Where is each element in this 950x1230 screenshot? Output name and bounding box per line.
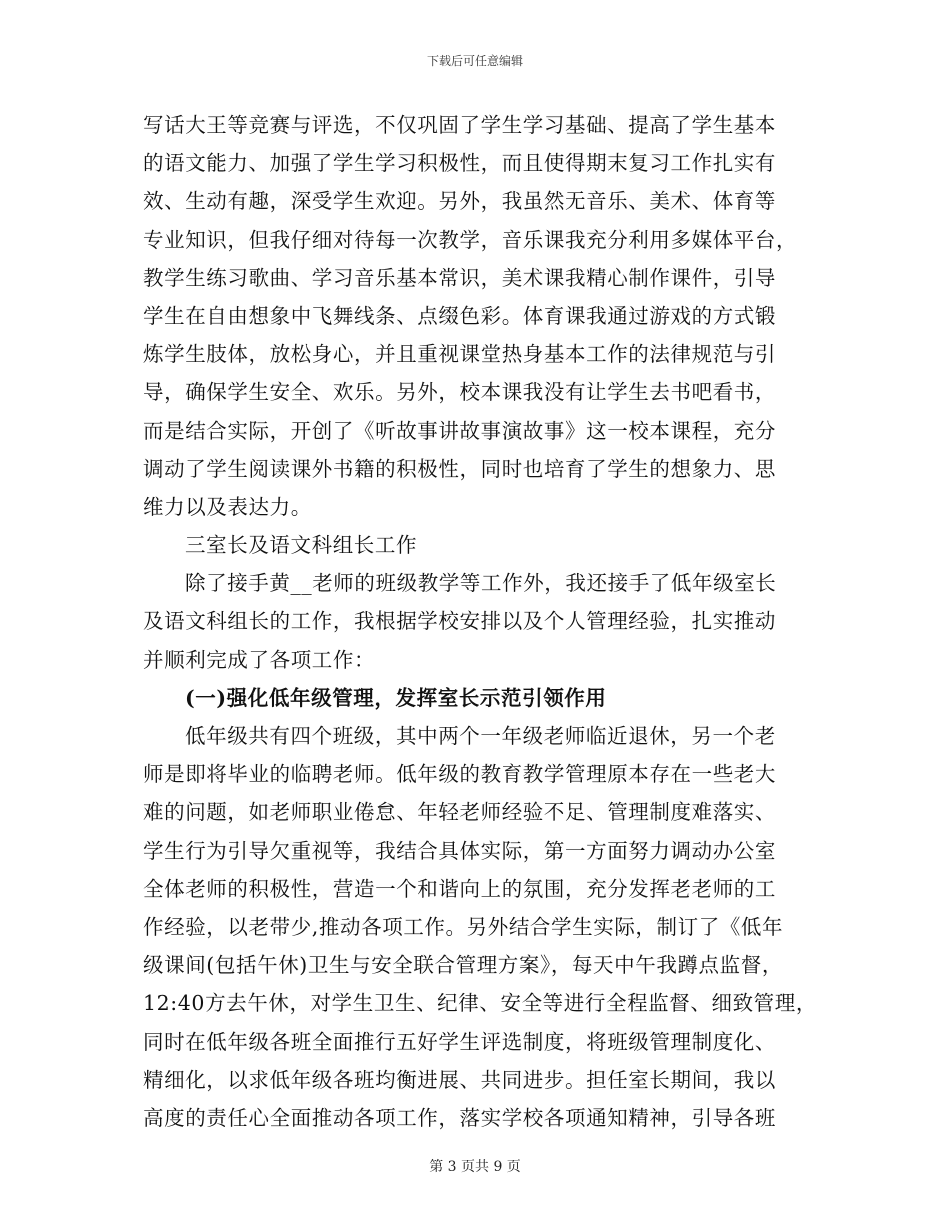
paragraph-line: 专业知识，但我仔细对待每一次教学，音乐课我充分利用多媒体平台， [143, 227, 798, 252]
paragraph-line: 效、生动有趣，深受学生欢迎。另外，我虽然无音乐、美术、体育等 [143, 189, 776, 214]
paragraph-line: 同时在低年级各班全面推行五好学生评选制度，将班级管理制度化、 [143, 1029, 776, 1054]
paragraph-line: 炼学生肢体，放松身心，并且重视课堂热身基本工作的法律规范与引 [143, 342, 776, 367]
paragraph-line: 难的问题，如老师职业倦怠、年轻老师经验不足、管理制度难落实、 [143, 800, 776, 825]
paragraph-line: 高度的责任心全面推动各项工作，落实学校各项通知精神，引导各班 [143, 1105, 776, 1130]
paragraph-line: 导，确保学生安全、欢乐。另外，校本课我没有让学生去书吧看书， [143, 380, 776, 405]
paragraph-line: 12:40方去午休，对学生卫生、纪律、安全等进行全程监督、细致管理， [143, 991, 817, 1016]
paragraph-line: 的语文能力、加强了学生学习积极性，而且使得期末复习工作扎实有 [143, 151, 776, 176]
paragraph-line: 写话大王等竞赛与评选，不仅巩固了学生学习基础、提高了学生基本 [143, 113, 776, 137]
paragraph-line: 而是结合实际，开创了《听故事讲故事演故事》这一校本课程，充分 [143, 418, 776, 443]
paragraph-line: 全体老师的积极性，营造一个和谐向上的氛围，充分发挥老老师的工 [143, 876, 776, 901]
section-heading: 三室长及语文科组长工作 [185, 533, 418, 558]
paragraph-line: 精细化，以求低年级各班均衡进展、共同进步。担任室长期间，我以 [143, 1067, 776, 1092]
page-footer: 第 3 页共 9 页 [429, 1159, 521, 1175]
subsection-heading: (一)强化低年级管理，发挥室长示范引领作用 [185, 685, 607, 710]
document-body [143, 106, 833, 1137]
paragraph-line: 级课间(包括午休)卫生与安全联合管理方案》，每天中午我蹲点监督， [143, 953, 783, 978]
paragraph-line: 学生在自由想象中飞舞线条、点缀色彩。体育课我通过游戏的方式锻 [143, 303, 776, 328]
paragraph-line: 师是即将毕业的临聘老师。低年级的教育教学管理原本存在一些老大 [143, 762, 776, 787]
paragraph-line: 教学生练习歌曲、学习音乐基本常识，美术课我精心制作课件，引导 [143, 265, 776, 290]
page-header: 下载后可任意编辑 [426, 54, 523, 68]
paragraph-line: 并顺利完成了各项工作： [143, 647, 376, 672]
paragraph-line: 作经验，以老带少,推动各项工作。另外结合学生实际，制订了《低年 [143, 914, 784, 939]
paragraph-line: 维力以及表达力。 [143, 494, 312, 519]
paragraph-line: 调动了学生阅读课外书籍的积极性，同时也培育了学生的想象力、思 [143, 456, 776, 481]
paragraph-line: 及语文科组长的工作，我根据学校安排以及个人管理经验，扎实推动 [143, 609, 776, 634]
paragraph-line: 除了接手黄__老师的班级教学等工作外，我还接手了低年级室长 [185, 571, 777, 596]
paragraph-line: 学生行为引导欠重视等，我结合具体实际，第一方面努力调动办公室 [143, 838, 776, 863]
paragraph-line: 低年级共有四个班级，其中两个一年级老师临近退休，另一个老 [185, 724, 776, 748]
